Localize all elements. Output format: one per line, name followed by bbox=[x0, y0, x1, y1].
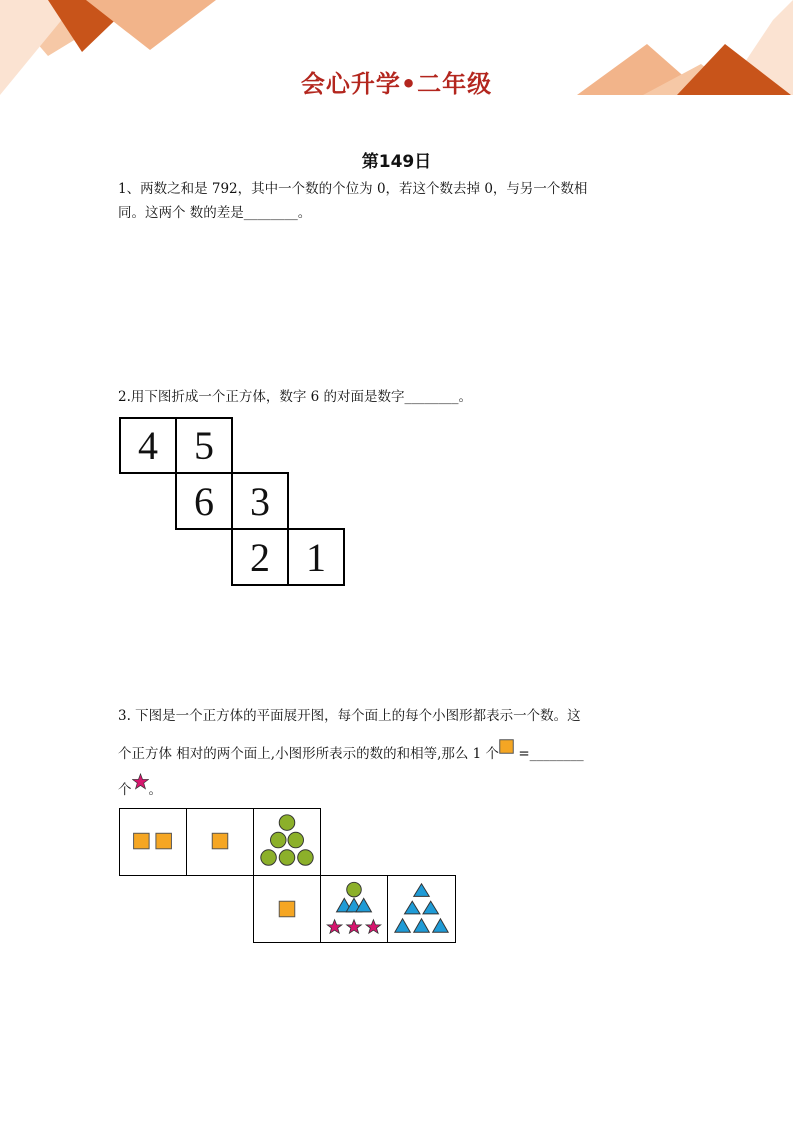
question-3-line-2-text: 个正方体 相对的两个面上,小图形所表示的数的和相等,那么 1 个 bbox=[118, 746, 500, 762]
question-2: 2.用下图折成一个正方体，数字 6 的对面是数字________。 bbox=[118, 389, 473, 405]
net-cell-1: 1 bbox=[287, 528, 345, 586]
question-3-answer-blank: =________ bbox=[514, 746, 584, 762]
question-3-line-1: 3. 下图是一个正方体的平面展开图，每个面上的每个小图形都表示一个数。这 bbox=[118, 708, 581, 724]
net-face-six-triangles bbox=[387, 875, 456, 943]
question-3-line-3-text: 个 bbox=[118, 782, 132, 798]
net-face-mixed-shapes bbox=[320, 875, 388, 943]
net-face-six-circles bbox=[253, 808, 321, 876]
net-cell-4: 4 bbox=[119, 417, 177, 474]
net-face-two-squares bbox=[119, 808, 187, 876]
question-3-line-3-end: 。 bbox=[148, 782, 162, 798]
question-3-line-2 bbox=[118, 736, 698, 772]
page-title: 第149日 bbox=[361, 152, 432, 172]
net-cell-2: 2 bbox=[231, 528, 289, 586]
net-face-one-square-top bbox=[186, 808, 254, 876]
net-cell-5: 5 bbox=[175, 417, 233, 474]
question-1 bbox=[118, 177, 688, 225]
question-1-line-1: 1、两数之和是 792，其中一个数的个位为 0，若这个数去掉 0，与另一个数相 bbox=[118, 181, 588, 197]
square-icon bbox=[499, 739, 514, 754]
net-cell-6: 6 bbox=[175, 472, 233, 530]
net-face-one-square-bottom bbox=[253, 875, 321, 943]
header-title: 会心升学•二年级 bbox=[300, 70, 493, 98]
question-1-line-2: 同。这两个 数的差是________。 bbox=[118, 205, 312, 221]
question-3 bbox=[118, 698, 698, 808]
star-icon bbox=[132, 773, 149, 790]
net-cell-3: 3 bbox=[231, 472, 289, 530]
question-3-line-3 bbox=[118, 772, 698, 808]
